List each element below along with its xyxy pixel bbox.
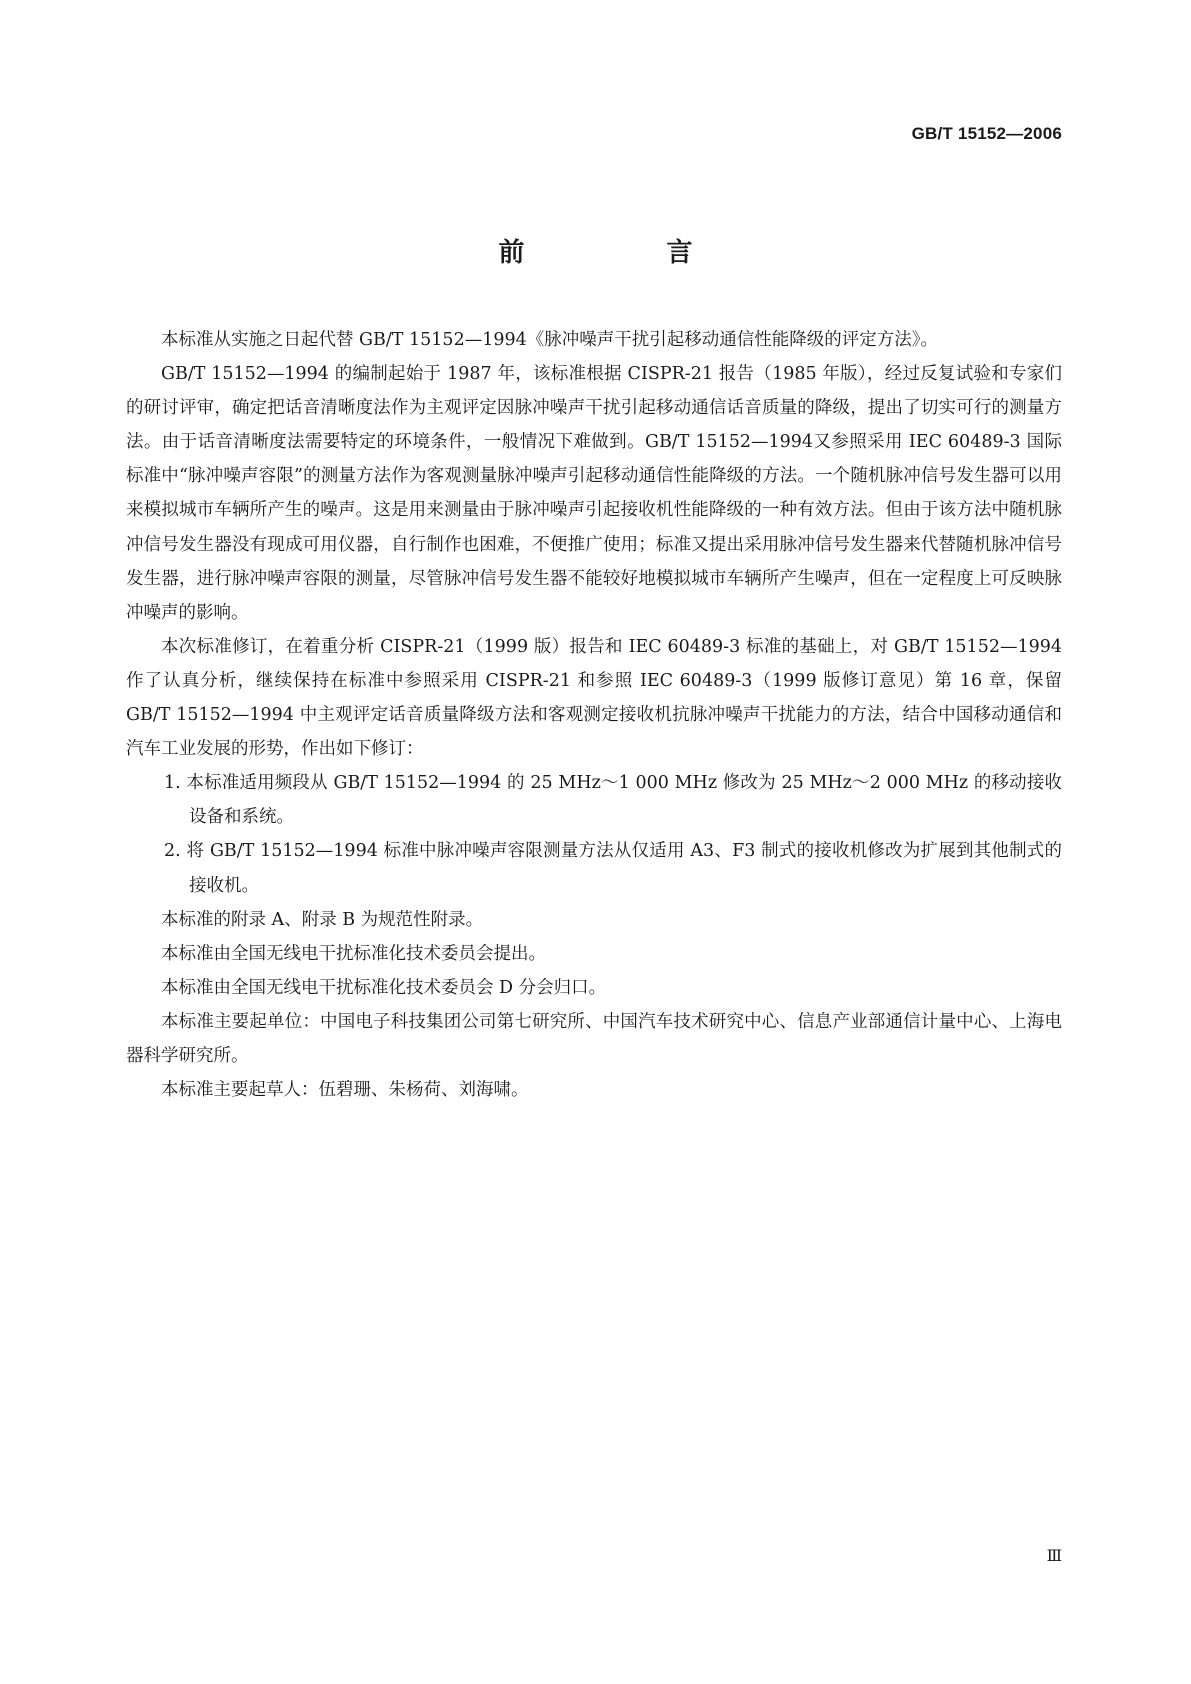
paragraph-history: GB/T 15152—1994 的编制起始于 1987 年，该标准根据 CISPR-21 报告（1985 年版），经过反复试验和专家们的研讨评审，确定把话音清晰度法作为主观评定因脉冲噪声干扰引起移动通信话音质量的降级，提出了切实可行的测量方法。由于话音清晰度法需要特定的环境条件，一般情况下难做到。GB/T 15152—1994又参照采用 IEC 60489-3 国际标准中“脉冲噪声容限”的测量方法作为客观测量脉冲噪声引起移动通信性能降级的方法。一个随机脉冲信号发生器可以用来模拟城市车辆所产生的噪声。这是用来测量由于脉冲噪声引起接收机性能降级的一种有效方法。但由于该方法中随机脉冲信号发生器没有现成可用仪器，自行制作也困难，不便推广使用；标准又提出采用脉冲信号发生器来代替随机脉冲信号发生器，进行脉冲噪声容限的测量，尽管脉冲信号发生器不能较好地模拟城市车辆所产生噪声，但在一定程度上可反映脉冲噪声的影响。	[126, 364, 1062, 623]
list-item: 1. 本标准适用频段从 GB/T 15152—1994 的 25 MHz～1 000 MHz 修改为 25 MHz～2 000 MHz 的移动接收设备和系统。	[164, 773, 1062, 828]
paragraph-annex: 本标准的附录 A、附录 B 为规范性附录。	[161, 909, 484, 930]
paragraph-proposer: 本标准由全国无线电干扰标准化技术委员会提出。	[161, 943, 546, 964]
standard-code-header: GB/T 15152—2006	[911, 124, 1062, 143]
paragraph-replacement: 本标准从实施之日起代替 GB/T 15152—1994《脉冲噪声干扰引起移动通信性能降级的评定方法》。	[161, 330, 938, 350]
page-number: Ⅲ	[1046, 1548, 1062, 1565]
foreword-body	[126, 323, 1062, 1107]
page-title: 前 言	[498, 238, 751, 268]
paragraph-drafting-units: 本标准主要起单位：中国电子科技集团公司第七研究所、中国汽车技术研究中心、信息产业部通信计量中心、上海电器科学研究所。	[126, 1011, 1062, 1066]
paragraph-revision: 本次标准修订，在着重分析 CISPR-21（1999 版）报告和 IEC 60489-3 标准的基础上，对 GB/T 15152—1994 作了认真分析，继续保持在标准中参照采用 CISPR-21 和参照 IEC 60489-3（1999 版修订意见）第 16 章，保留 GB/T 15152—1994 中主观评定话音质量降级方法和客观测定接收机抗脉冲噪声干扰能力的方法，结合中国移动通信和汽车工业发展的形势，作出如下修订：	[126, 636, 1062, 760]
paragraph-administrator: 本标准由全国无线电干扰标准化技术委员会 D 分会归口。	[161, 977, 607, 998]
paragraph-drafters: 本标准主要起草人：伍碧珊、朱杨荷、刘海啸。	[161, 1080, 529, 1101]
list-item: 2. 将 GB/T 15152—1994 标准中脉冲噪声容限测量方法从仅适用 A3、F3 制式的接收机修改为扩展到其他制式的接收机。	[164, 841, 1062, 896]
